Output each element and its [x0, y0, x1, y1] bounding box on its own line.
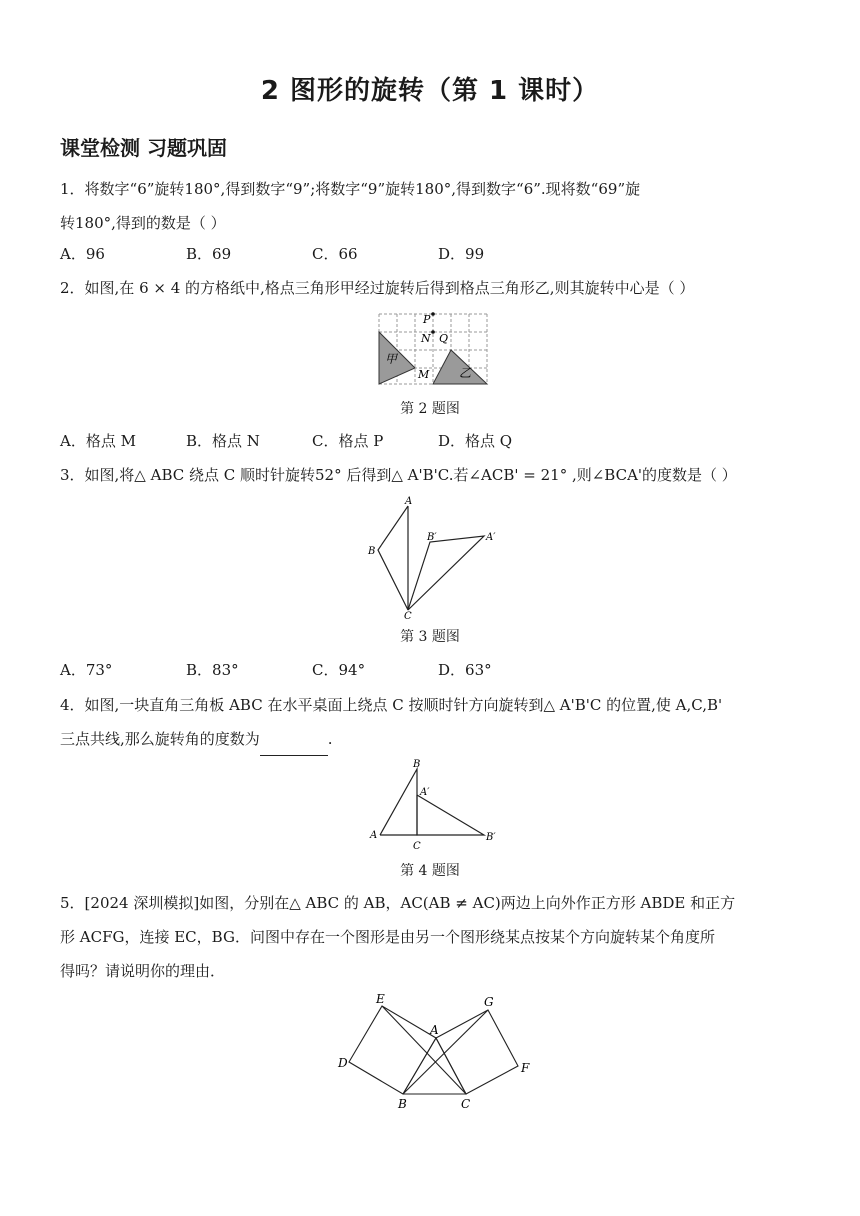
label-b-prime: B′ — [427, 532, 437, 543]
question-1-line-2: 转180°,得到的数是（ ） — [60, 214, 226, 232]
question-3-text — [60, 458, 800, 492]
label-q: Q — [439, 332, 449, 345]
label-f: F — [521, 1061, 530, 1075]
question-1-line-1: 1．将数字“6”旋转180°,得到数字“9”;将数字“9”旋转180°,得到数字“6”.现将数“69”旋 — [60, 180, 641, 198]
label-m: M — [418, 368, 430, 381]
label-a-prime: A′ — [486, 532, 496, 543]
question-2-text — [60, 271, 800, 305]
label-b: B — [413, 759, 421, 770]
section-heading: 课堂检测 习题巩固 — [60, 136, 227, 160]
label-b: B — [368, 546, 376, 557]
label-p: P — [423, 313, 431, 326]
option-a: A．格点 M — [60, 432, 136, 450]
label-d: D — [338, 1056, 348, 1070]
label-a: A — [430, 1023, 439, 1037]
point-q — [431, 330, 435, 334]
answer-blank[interactable] — [260, 735, 328, 756]
label-a-prime: A′ — [420, 787, 430, 798]
figure-4-caption: 第 4 题图 — [400, 863, 460, 879]
triangle-abc — [380, 769, 417, 835]
question-5-figure — [330, 990, 540, 1114]
label-a: A — [370, 830, 378, 841]
figure-2-caption: 第 2 题图 — [400, 401, 460, 417]
question-4-line-2: 三点共线,那么旋转角的度数为 — [60, 730, 260, 748]
question-2-options — [60, 428, 564, 454]
label-b: B — [398, 1097, 407, 1111]
question-4-text — [60, 688, 800, 756]
triangle-abc — [378, 506, 408, 610]
label-g: G — [484, 995, 494, 1009]
question-2-line: 2．如图,在 6 × 4 的方格纸中,格点三角形甲经过旋转后得到格点三角形乙,则其旋转中心是（ ） — [60, 279, 695, 297]
option-c: C．94° — [312, 661, 366, 679]
option-b: B．格点 N — [186, 432, 260, 450]
option-c: C．格点 P — [312, 432, 384, 450]
label-e: E — [376, 992, 385, 1006]
question-1-text — [60, 172, 800, 240]
question-5-line-1: 5．[2024 深圳模拟]如图，分别在△ ABC 的 AB，AC(AB ≠ AC)两边上向外作正方形 ABDE 和正方 — [60, 894, 736, 912]
question-4-line-1: 4．如图,一块直角三角板 ABC 在水平桌面上绕点 C 按顺时针方向旋转到△ A'B'C 的位置,使 A,C,B' — [60, 696, 723, 714]
point-p-dot — [431, 312, 435, 316]
question-4-line-2-end: . — [327, 730, 333, 748]
label-c: C — [404, 611, 412, 620]
label-jia: 甲 — [385, 352, 398, 366]
question-3-options — [60, 657, 564, 683]
figure-3-caption: 第 3 题图 — [400, 629, 460, 645]
question-2-figure — [376, 311, 490, 387]
question-3-figure — [360, 494, 510, 620]
label-yi: 乙 — [459, 366, 472, 380]
question-5-text — [60, 886, 800, 988]
question-4-figure — [368, 757, 500, 853]
triangle-abc — [403, 1038, 466, 1094]
option-b: B．69 — [186, 245, 232, 263]
label-b-prime: B′ — [486, 832, 496, 843]
option-c: C．66 — [312, 245, 358, 263]
square-abde — [349, 1006, 436, 1094]
question-1-options — [60, 241, 564, 267]
square-acfg — [436, 1010, 518, 1094]
label-a: A — [405, 496, 413, 507]
option-d: D．63° — [438, 661, 492, 679]
label-n: N — [421, 332, 431, 345]
label-c: C — [413, 841, 421, 852]
option-a: A．73° — [60, 661, 113, 679]
segment-bg — [403, 1010, 488, 1094]
label-c: C — [461, 1097, 471, 1111]
page-title: 2 图形的旋转（第 1 课时） — [260, 76, 600, 106]
question-3-line: 3．如图,将△ ABC 绕点 C 顺时针旋转52° 后得到△ A'B'C.若∠ACB' = 21° ,则∠BCA'的度数是（ ） — [60, 466, 737, 484]
option-d: D．99 — [438, 245, 485, 263]
question-5-line-2: 形 ACFG，连接 EC，BG．问图中存在一个图形是由另一个图形绕某点按某个方向旋转某个角度所 — [60, 928, 715, 946]
triangle-apbpc — [417, 795, 484, 835]
segment-ec — [382, 1006, 466, 1094]
option-a: A．96 — [60, 245, 105, 263]
triangle-apbpc — [408, 536, 484, 610]
option-d: D．格点 Q — [438, 432, 513, 450]
question-5-line-3: 得吗？请说明你的理由． — [60, 962, 226, 980]
option-b: B．83° — [186, 661, 239, 679]
